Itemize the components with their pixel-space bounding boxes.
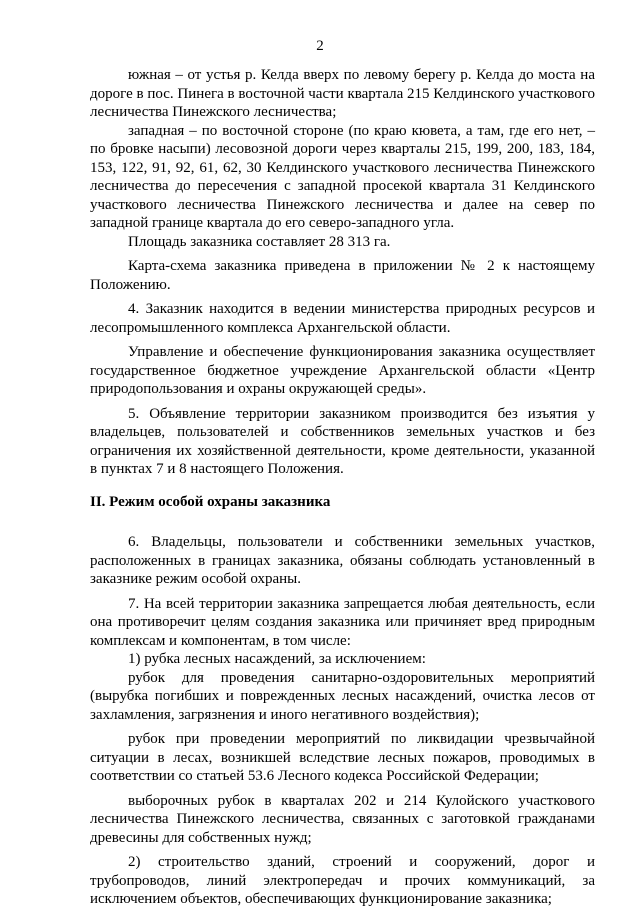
paragraph-emergency-felling: рубок при проведении мероприятий по ликвидации чрезвычайной ситуации в лесах, возникшей вследствие лесных пожаров, проводимых в соответствии со статьей 53.6 Лесного кодекса Российской Федерации; bbox=[90, 731, 595, 784]
paragraph-selective-felling: выборочных рубок в кварталах 202 и 214 Кулойского участкового лесничества Пинежского лесничества, связанных с заготовкой гражданами древесины для собственных нужд; bbox=[90, 792, 595, 846]
page-number: 2 bbox=[316, 38, 324, 54]
paragraph-item-7-2: 2) строительство зданий, строений и сооружений, дорог и трубопроводов, линий электропередач и прочих коммуникаций, за исключением объектов, обеспечивающих функционирование заказника; bbox=[90, 854, 595, 907]
paragraph-management: Управление и обеспечение функционирования заказника осуществляет государственное бюджетное учреждение Архангельской области «Центр природопользования и охраны окружающей среды». bbox=[90, 344, 595, 397]
paragraph-south-border: южная – от устья р. Келда вверх по левому берегу р. Келда до моста на дороге в пос. Пинега в восточной части квартала 215 Келдинского участкового лесничества Пинежского лесничества; bbox=[90, 67, 595, 120]
paragraph-item-6: 6. Владельцы, пользователи и собственники земельных участков, расположенных в границах заказника, обязаны соблюдать установленный в заказнике режим особой охраны. bbox=[90, 534, 595, 587]
paragraph-sanitary-felling: рубок для проведения санитарно-оздоровительных мероприятий (вырубка погибших и поврежденных лесных насаждений, очистка лесов от захламления, загрязнения и иного негативного воздействия); bbox=[90, 669, 595, 723]
paragraph-item-7: 7. На всей территории заказника запрещается любая деятельность, если она противоречит целям создания заказника или причиняет вред природным комплексам и компонентам, в том числе: bbox=[90, 595, 595, 649]
paragraph-map-scheme: Карта-схема заказника приведена в приложении № 2 к настоящему Положению. bbox=[90, 258, 595, 293]
paragraph-item-7-1: 1) рубка лесных насаждений, за исключением: bbox=[128, 651, 426, 667]
paragraph-area: Площадь заказника составляет 28 313 га. bbox=[128, 233, 391, 250]
section-heading: II. Режим особой охраны заказника bbox=[90, 493, 331, 510]
paragraph-item-4: 4. Заказник находится в ведении министерства природных ресурсов и лесопромышленного комплекса Архангельской области. bbox=[90, 301, 595, 336]
document-body bbox=[90, 66, 595, 909]
paragraph-item-5: 5. Объявление территории заказником производится без изъятия у владельцев, пользователей и собственников земельных участков и без ограничения их хозяйственной деятельности, кроме деятельности, указанной в пунктах 7 и 8 настоящего Положения. bbox=[90, 405, 595, 477]
paragraph-west-border: западная – по восточной стороне (по краю кювета, а там, где его нет, – по бровке насыпи) лесовозной дороги через кварталы 215, 199, 200, 183, 184, 153, 122, 91, 92, 61, 62, 30 Келдинского участкового лесничества Пинежского лесничества до пересечения с западной просекой квартала 31 Келдинского участкового лесничества Пинежского лесничества и далее на север по западной границе квартала до его северо-западного угла. bbox=[90, 122, 595, 231]
